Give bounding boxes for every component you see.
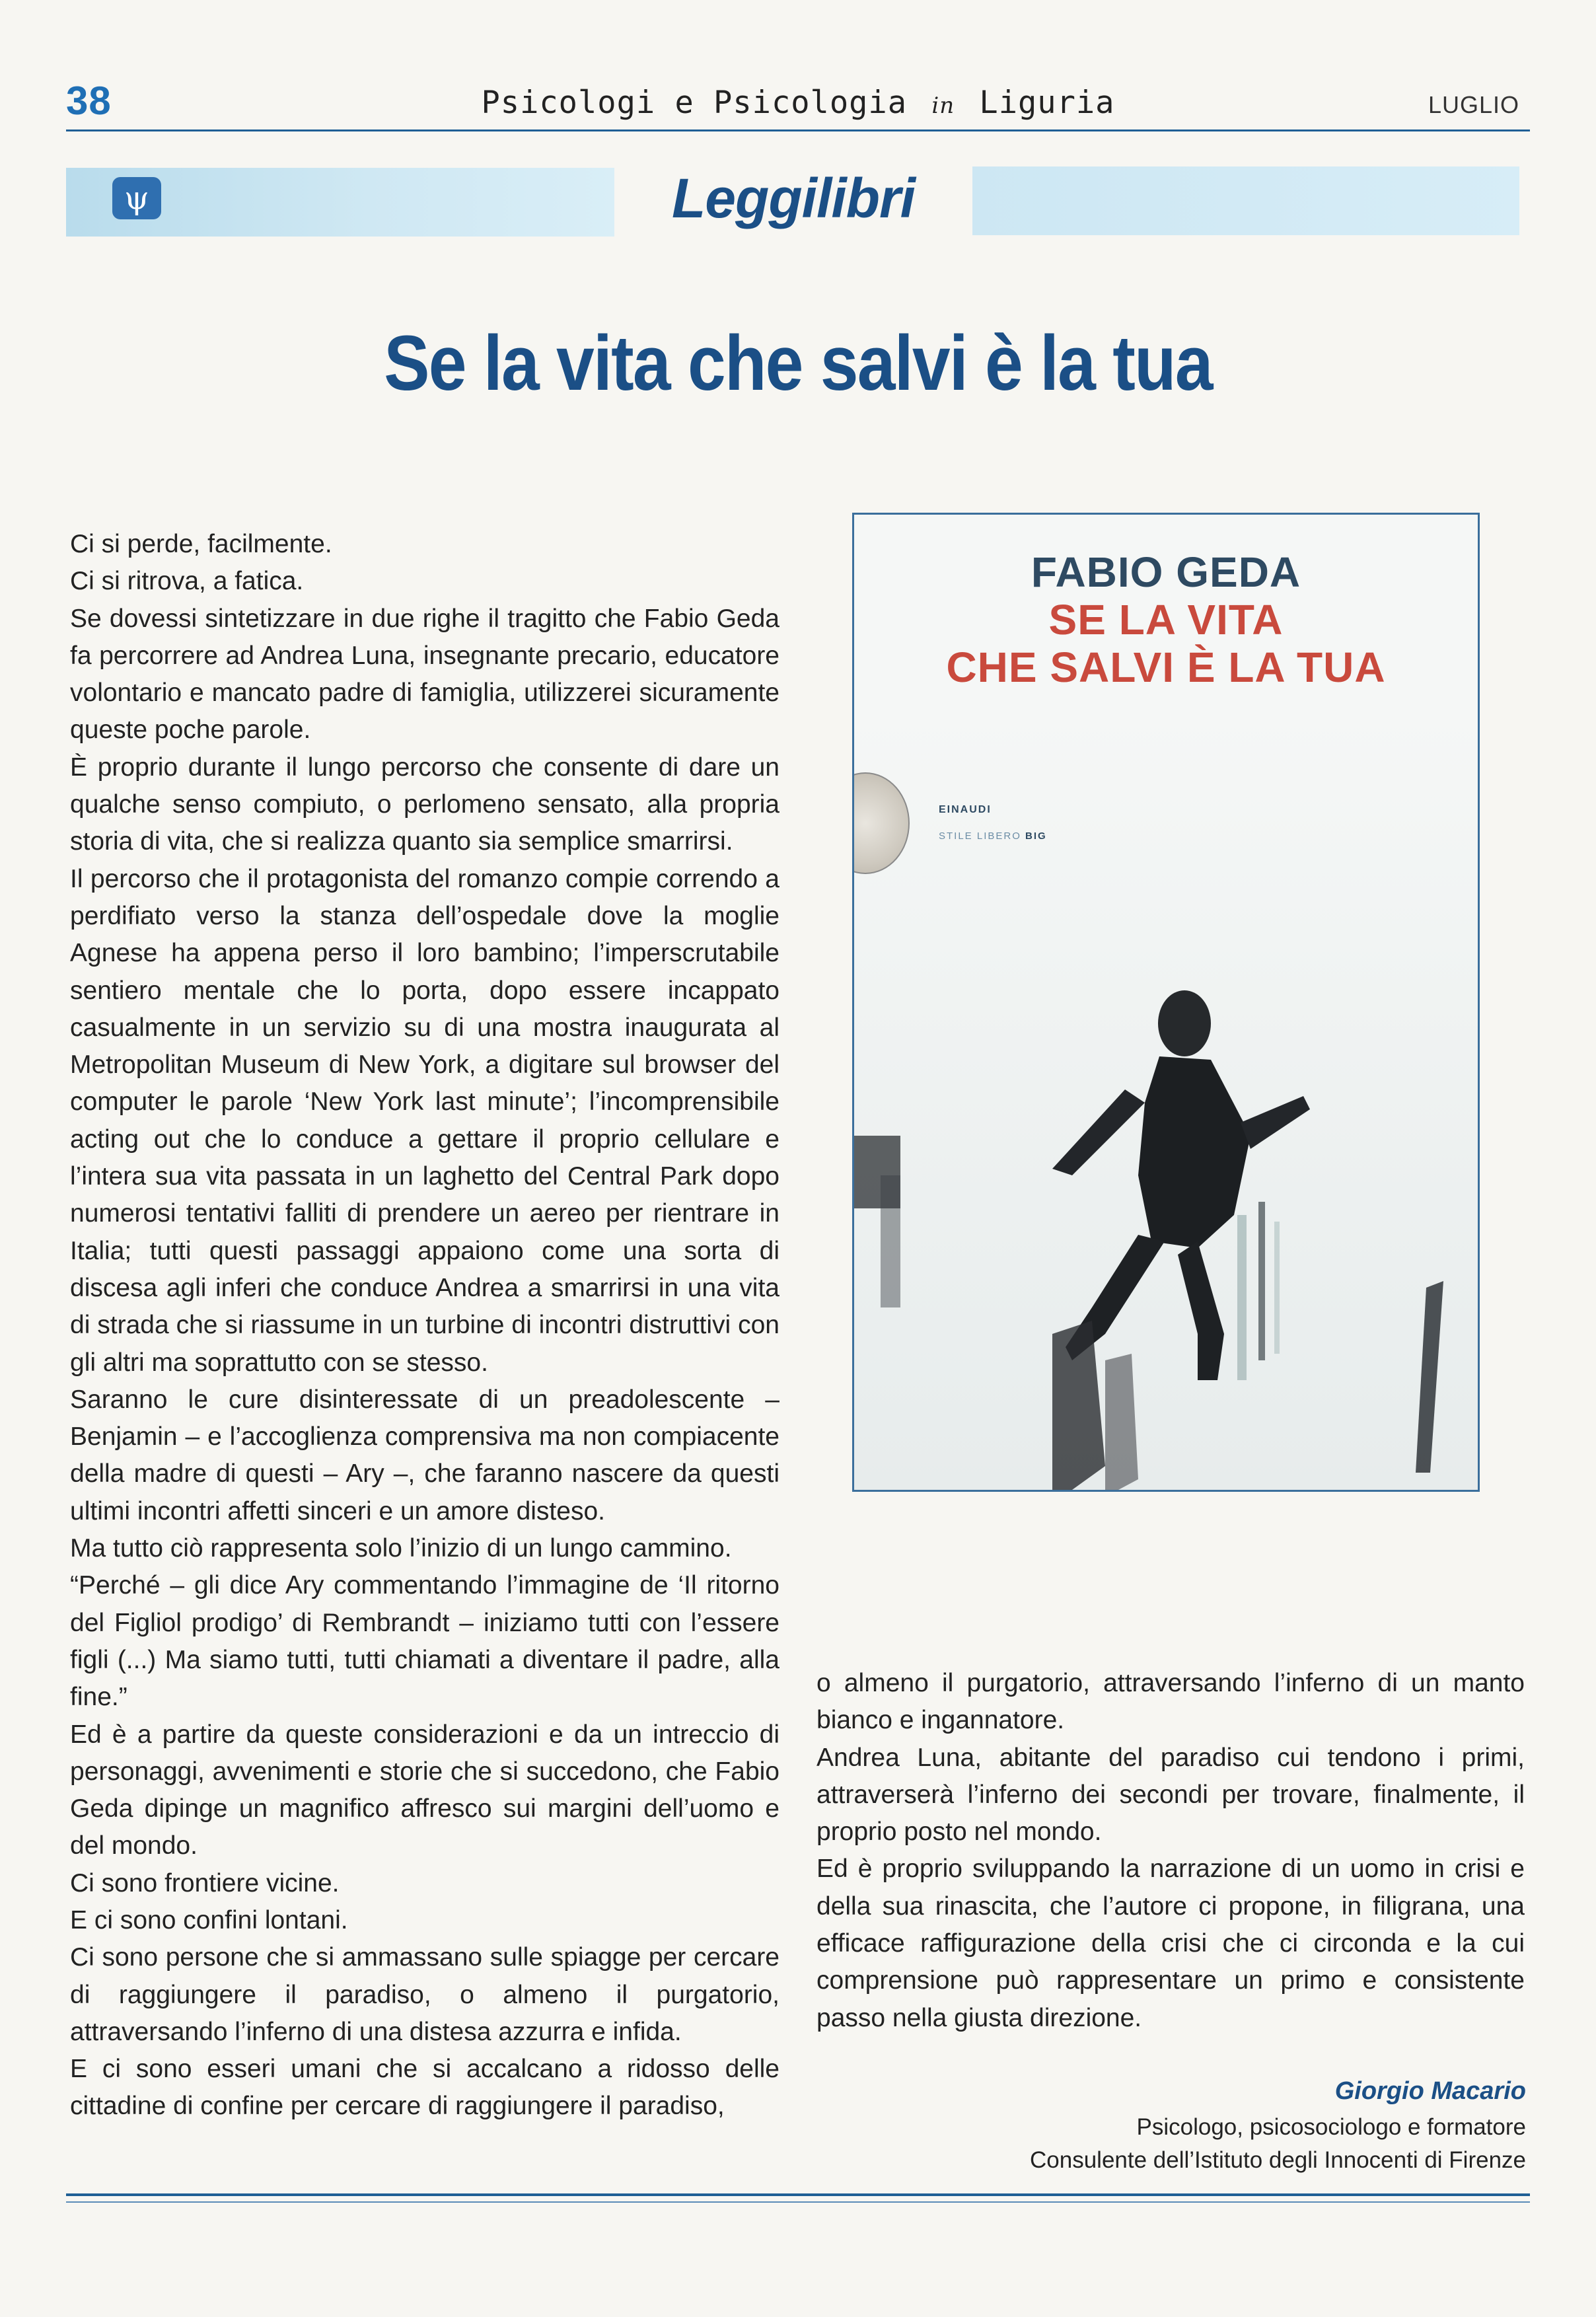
cover-publisher: EINAUDI [939,804,992,815]
section-title: Leggilibri [672,167,915,229]
paragraph: È proprio durante il lungo percorso che consente di dare un qualche senso compiuto, o perlomeno sensato, alla propria storia di vita, che si realizza quanto sia semplice smarrirsi. [70,753,780,856]
journal-title [0,85,1596,121]
cover-running-man-photo [854,713,1478,1490]
paragraph: Il percorso che il protagonista del romanzo compie correndo a perdifiato verso la stanza dell’ospedale dove la moglie Agnese ha appena perso il loro bambino; l’imperscrutabile sentiero mentale che lo porta, dopo essere incappato casualmente in un servizio su di una mostra inaugurata al Metropolitan Museum di New York, a digitare sul browser del computer le parole ‘New York last minute’; l’incomprensibile acting out che lo conduce a gettare il proprio cellulare e l’intera sua vita passata in un laghetto del Central Park dopo numerosi tentativi falliti di prendere un aereo per rientrare in Italia; tutti questi passaggi appaiono come una sorta di discesa agli inferi che conduce Andrea a smarrirsi in una vita di strada che si riassume in un turbine di incontri distruttivi con gli altri ma soprattutto con se stesso. [70,864,780,1377]
paragraph: o almeno il purgatorio, attraversando l’inferno di un manto bianco e ingannatore. [816,1669,1525,1735]
article-title: Se la vita che salvi è la tua [384,320,1212,407]
paragraph: Ci sono frontiere vicine. [70,1868,340,1897]
paragraph: Ci si ritrova, a fatica. [70,567,304,596]
cover-series-tag: BIG [1025,830,1047,842]
paragraph: Andrea Luna, abitante del paradiso cui tendono i primi, attraverserà l’inferno dei secondi per trovare, finalmente, il proprio posto nel mondo. [816,1743,1525,1847]
psi-logo-glyph: ψ [124,180,149,217]
article-left-column [70,526,780,2125]
header-divider [66,129,1530,131]
author-role: Psicologo, psicosociologo e formatore [1136,2114,1526,2140]
cover-title-line2: CHE SALVI È LA TUA [946,644,1386,691]
cover-title-line1: SE LA VITA [1048,596,1284,644]
paragraph: Ed è a partire da queste considerazioni e da un intreccio di personaggi, avvenimenti e storie che si succedono, che Fabio Geda dipinge un magnifico affresco sui margini dell’uomo e del mondo. [70,1720,780,1860]
cover-series-name: STILE LIBERO [939,830,1021,842]
article-right-column [816,1665,1525,2037]
paragraph: Ma tutto ciò rappresenta solo l’inizio di un lungo cammino. [70,1534,732,1563]
author-affiliation: Consulente dell’Istituto degli Innocenti di Firenze [1030,2147,1526,2173]
author-name: Giorgio Macario [1334,2077,1526,2105]
paragraph: Ci sono persone che si ammassano sulle spiagge per cercare di raggiungere il paradiso, o almeno il purgatorio, attraversando l’inferno di una distesa azzurra e infida. [70,1943,780,2046]
book-cover [852,513,1480,1492]
cover-series [939,830,1047,842]
paragraph: Ci si perde, facilmente. [70,530,332,558]
paragraph: E ci sono confini lontani. [70,1905,348,1934]
header-month: LUGLIO [1428,91,1519,118]
psi-logo-icon [112,177,161,219]
journal-title-in: in [931,92,955,119]
journal-title-before: Psicologi e Psicologia [481,85,908,121]
page-number: 38 [66,79,112,123]
cover-author: FABIO GEDA [1031,548,1301,596]
footer-divider-thin [66,2201,1530,2203]
journal-title-after: Liguria [979,85,1115,121]
paragraph: E ci sono esseri umani che si accalcano a ridosso delle cittadine di confine per cercare di raggiungere il paradiso, [70,2055,780,2121]
footer-divider [66,2193,1530,2196]
paragraph: “Perché – gli dice Ary commentando l’immagine de ‘Il ritorno del Figliol prodigo’ di Rembrandt – iniziamo tutti con l’essere figli (...) Ma siamo tutti, tutti chiamati a diventare il padre, alla fine.” [70,1571,780,1712]
paragraph: Se dovessi sintetizzare in due righe il tragitto che Fabio Geda fa percorrere ad Andrea Luna, insegnante precario, educatore volontario e mancato padre di famiglia, utilizzerei sicuramente queste poche parole. [70,604,780,745]
paragraph: Saranno le cure disinteressate di un preadolescente – Benjamin – e l’accoglienza comprensiva ma non compiacente della madre di questi – Ary –, che faranno nascere da questi ultimi incontri affetti sinceri e un amore disteso. [70,1385,780,1526]
paragraph: Ed è proprio sviluppando la narrazione di un uomo in crisi e della sua rinascita, che l’autore ci propone, in filigrana, una efficace raffigurazione della crisi che ci circonda e la cui comprensione può rappresentare un primo e consistente passo nella giusta direzione. [816,1855,1525,2032]
section-banner-right [972,166,1519,235]
